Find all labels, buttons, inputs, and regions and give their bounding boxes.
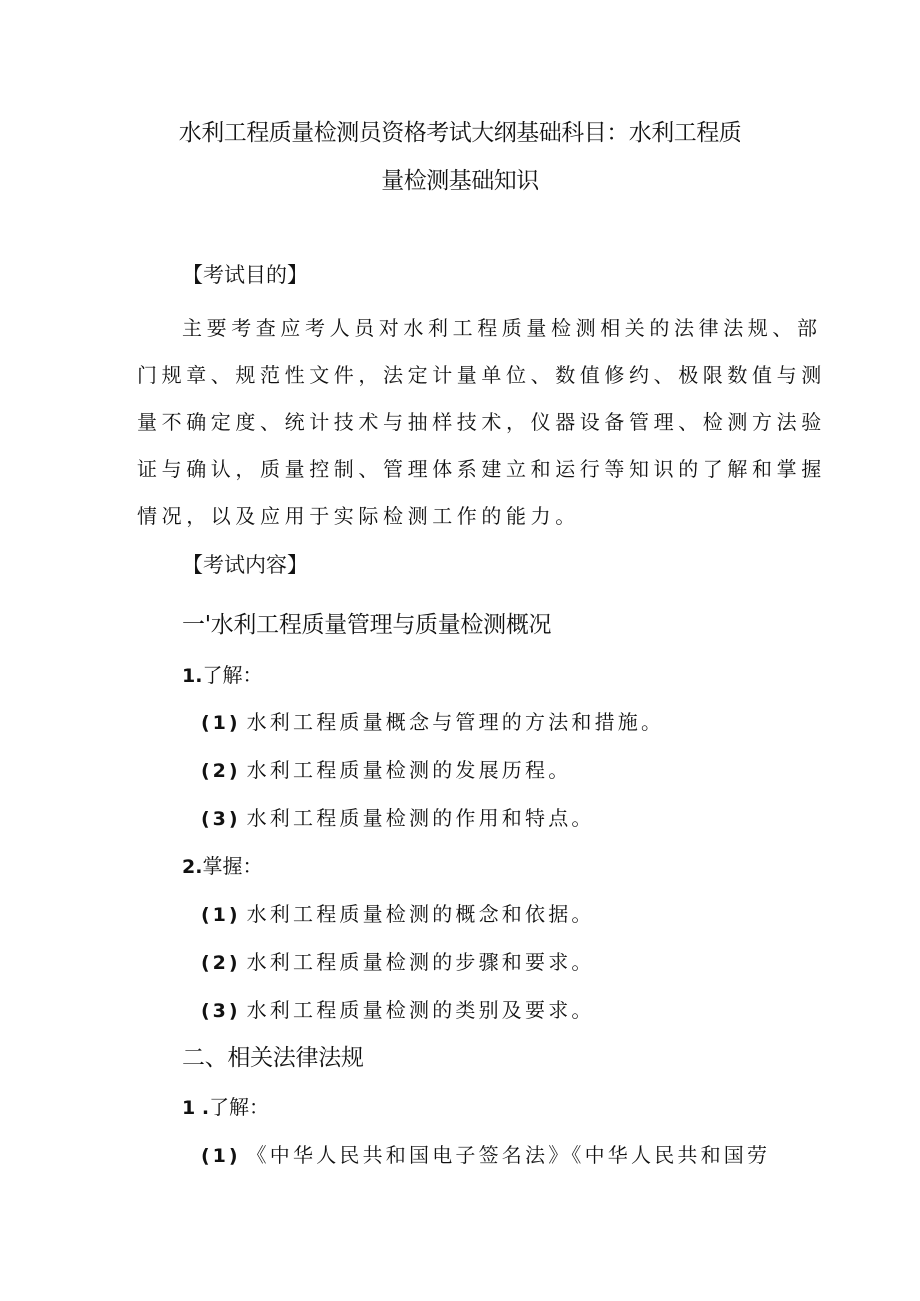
section-2-understand-label: 了解： xyxy=(209,1095,270,1119)
section-2-understand-item xyxy=(201,1140,770,1171)
section-1-master-item xyxy=(201,947,595,978)
purpose-heading: 【考试目的】 xyxy=(182,263,308,287)
item-number: (3) xyxy=(201,808,241,830)
section-1-understand-number: 1. xyxy=(182,665,203,687)
content-heading: 【考试内容】 xyxy=(182,553,308,577)
purpose-paragraph-line-2: 门规章、规范性文件，法定计量单位、数值修约、极限数值与测 xyxy=(137,363,826,387)
document-title-line-1: 水利工程质量检测员资格考试大纲基础科目：水利工程质 xyxy=(178,120,742,146)
item-number: (1) xyxy=(201,1145,241,1167)
item-number: (2) xyxy=(201,952,241,974)
item-text: 水利工程质量检测的概念和依据。 xyxy=(246,902,595,926)
item-text: 《中华人民共和国电子签名法》《中华人民共和国劳 xyxy=(246,1143,771,1167)
section-1-understand-item xyxy=(201,707,664,738)
section-1-understand-item xyxy=(201,755,571,786)
section-1-master-item xyxy=(201,995,595,1026)
item-number: (1) xyxy=(201,712,241,734)
item-text: 水利工程质量概念与管理的方法和措施。 xyxy=(246,710,665,734)
purpose-paragraph-line-5: 情况，以及应用于实际检测工作的能力。 xyxy=(137,504,580,528)
item-text: 水利工程质量检测的类别及要求。 xyxy=(246,998,595,1022)
item-number: (2) xyxy=(201,760,241,782)
item-text: 水利工程质量检测的发展历程。 xyxy=(246,758,572,782)
section-2-understand-heading xyxy=(182,1092,269,1123)
section-1-title: 一'水利工程质量管理与质量检测概况 xyxy=(182,612,552,638)
document-title-line-2: 量检测基础知识 xyxy=(381,168,539,194)
item-number: (1) xyxy=(201,904,241,926)
section-1-master-item xyxy=(201,899,595,930)
section-1-master-heading xyxy=(182,851,262,882)
section-1-understand-heading xyxy=(182,660,262,691)
section-2-understand-number: 1 . xyxy=(182,1097,210,1119)
section-1-understand-item xyxy=(201,803,595,834)
purpose-paragraph-line-3: 量不确定度、统计技术与抽样技术，仪器设备管理、检测方法验 xyxy=(137,410,826,434)
purpose-paragraph-line-4: 证与确认，质量控制、管理体系建立和运行等知识的了解和掌握 xyxy=(137,457,826,481)
item-text: 水利工程质量检测的步骤和要求。 xyxy=(246,950,595,974)
purpose-paragraph-line-1: 主要考查应考人员对水利工程质量检测相关的法律法规、部 xyxy=(182,316,822,340)
item-number: (3) xyxy=(201,1000,241,1022)
section-1-master-number: 2. xyxy=(182,856,203,878)
section-1-master-label: 掌握： xyxy=(202,854,263,878)
section-2-title: 二、相关法律法规 xyxy=(182,1045,364,1071)
item-text: 水利工程质量检测的作用和特点。 xyxy=(246,806,595,830)
section-1-understand-label: 了解： xyxy=(202,663,263,687)
